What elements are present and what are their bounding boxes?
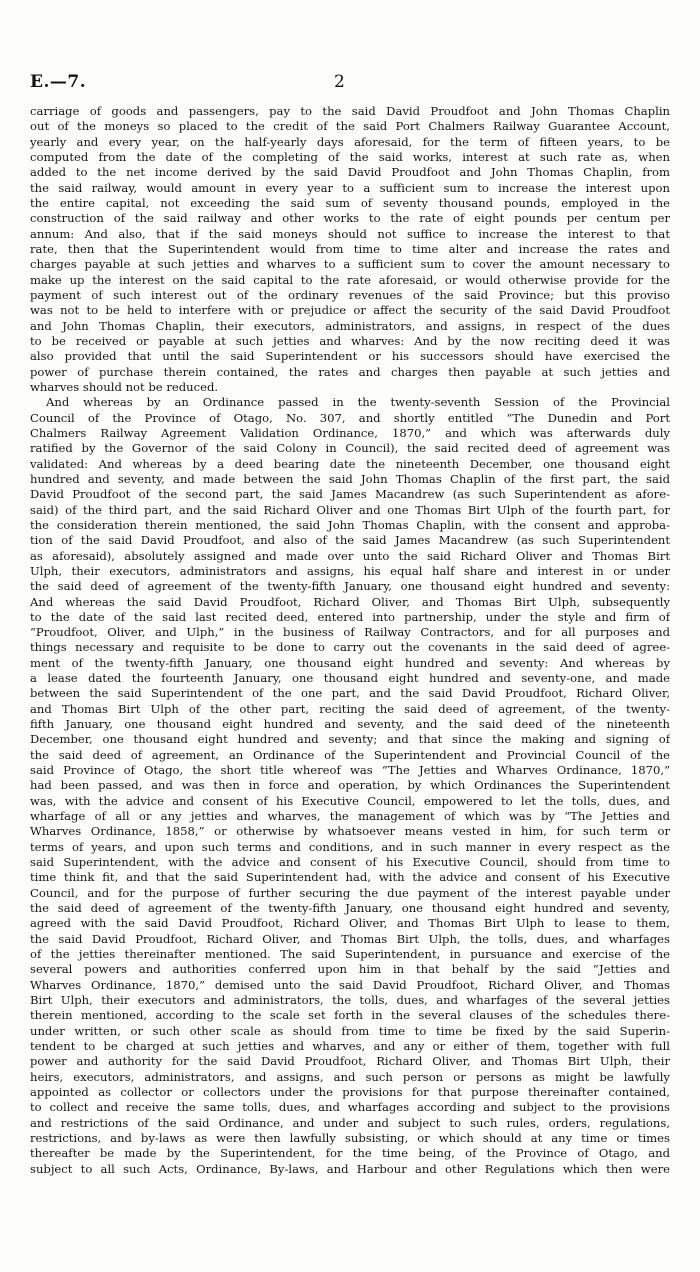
text-line: construction of the said railway and other works to the rate of eight pounds per centum per — [30, 211, 670, 226]
text-line: power and authority for the said David Proudfoot, Richard Oliver, and Thomas Birt Ulph, their — [30, 1054, 670, 1069]
text-line: Wharves Ordinance, 1858,” or otherwise by whatsoever means vested in him, for such term or — [30, 824, 670, 839]
text-line: a lease dated the fourteenth January, one thousand eight hundred and seventy-one, and made — [30, 671, 670, 686]
text-line: restrictions, and by-laws as were then lawfully subsisting, or which should at any time or times — [30, 1130, 670, 1145]
text-line: to be received or payable at such jetties and wharves: And by the now reciting deed it was — [30, 333, 670, 348]
text-line: the said deed of agreement, an Ordinance of the Superintendent and Provincial Council of the — [30, 747, 670, 762]
text-line: ratified by the Governor of the said Colony in Council), the said recited deed of agreement was — [30, 441, 670, 456]
text-line: wharfage of all or any jetties and wharves, the management of which was by “The Jetties and — [30, 809, 670, 824]
text-line: to collect and receive the same tolls, dues, and wharfages according and subject to the provisions — [30, 1100, 670, 1115]
page-header — [30, 72, 670, 96]
text-line: was, with the advice and consent of his Executive Council, empowered to let the tolls, dues, and — [30, 793, 670, 808]
text-line: things necessary and requisite to be done to carry out the covenants in the said deed of agree- — [30, 640, 670, 655]
text-line: annum: And also, that if the said moneys should not suffice to increase the interest to that — [30, 226, 670, 241]
text-line: had been passed, and was then in force and operation, by which Ordinances the Superintendent — [30, 778, 670, 793]
text-line: Birt Ulph, their executors and administrators, the tolls, dues, and wharfages of the several jetties — [30, 993, 670, 1008]
text-line: time think fit, and that the said Superintendent had, with the advice and consent of his Executive — [30, 870, 670, 885]
text-line: hundred and seventy, and made between the said John Thomas Chaplin of the first part, the said — [30, 471, 670, 486]
text-line: agreed with the said David Proudfoot, Richard Oliver, and Thomas Birt Ulph to lease to them, — [30, 916, 670, 931]
text-line: charges payable at such jetties and wharves to a sufficient sum to cover the amount necessary to — [30, 257, 670, 272]
text-line: subject to all such Acts, Ordinance, By-laws, and Harbour and other Regulations which then were — [30, 1161, 670, 1176]
text-line: the entire capital, not exceeding the said sum of seventy thousand pounds, employed in the — [30, 195, 670, 210]
text-line: David Proudfoot of the second part, the said James Macandrew (as such Superintendent as afore- — [30, 487, 670, 502]
text-line: therein mentioned, according to the scale set forth in the several clauses of the schedules there- — [30, 1008, 670, 1023]
text-line: ment of the twenty-fifth January, one thousand eight hundred and seventy: And whereas by — [30, 655, 670, 670]
text-line: December, one thousand eight hundred and seventy; and that since the making and signing of — [30, 732, 670, 747]
text-line: “Proudfoot, Oliver, and Ulph,” in the business of Railway Contractors, and for all purposes and — [30, 625, 670, 640]
text-line: added to the net income derived by the said David Proudfoot and John Thomas Chaplin, from — [30, 165, 670, 180]
text-line: said Superintendent, with the advice and consent of his Executive Council, should from time to — [30, 855, 670, 870]
text-line: fifth January, one thousand eight hundred and seventy, and the said deed of the nineteenth — [30, 717, 670, 732]
text-line: Council, and for the purpose of further securing the due payment of the interest payable under — [30, 885, 670, 900]
text-line: as aforesaid), absolutely assigned and made over unto the said Richard Oliver and Thomas Birt — [30, 548, 670, 563]
text-line: and John Thomas Chaplin, their executors, administrators, and assigns, in respect of the dues — [30, 318, 670, 333]
text-line: several powers and authorities conferred upon him in that behalf by the said “Jetties and — [30, 962, 670, 977]
text-line: out of the moneys so placed to the credit of the said Port Chalmers Railway Guarantee Account, — [30, 119, 670, 134]
text-line: said) of the third part, and the said Richard Oliver and one Thomas Birt Ulph of the fourth part, for — [30, 502, 670, 517]
text-line: computed from the date of the completing of the said works, interest at such rate as, when — [30, 149, 670, 164]
text-line: tendent to be charged at such jetties and wharves, and any or either of them, together with full — [30, 1039, 670, 1054]
text-line: Council of the Province of Otago, No. 307, and shortly entitled “The Dunedin and Port — [30, 410, 670, 425]
text-line: said Province of Otago, the short title whereof was “The Jetties and Wharves Ordinance, 1870,” — [30, 763, 670, 778]
text-line: also provided that until the said Superintendent or his successors should have exercised the — [30, 349, 670, 364]
text-line: validated: And whereas by a deed bearing date the nineteenth December, one thousand eight — [30, 456, 670, 471]
text-line: And whereas by an Ordinance passed in the twenty-seventh Session of the Provincial — [46, 395, 670, 410]
text-line: carriage of goods and passengers, pay to the said David Proudfoot and John Thomas Chaplin — [30, 104, 670, 118]
text-line: the said deed of agreement of the twenty-fifth January, one thousand eight hundred and seventy: — [30, 579, 670, 594]
text-line: make up the interest on the said capital to the rate aforesaid, or would otherwise provide for the — [30, 272, 670, 287]
text-line: of the jetties thereinafter mentioned. The said Superintendent, in pursuance and exercise of the — [30, 947, 670, 962]
document-reference: E.—7. — [30, 72, 87, 92]
text-line: was not to be held to interfere with or prejudice or affect the security of the said David Proudfoot — [30, 303, 670, 318]
text-line: and Thomas Birt Ulph of the other part, reciting the said deed of agreement, of the twenty- — [30, 701, 670, 716]
text-line: the consideration therein mentioned, the said John Thomas Chaplin, with the consent and approba- — [30, 517, 670, 532]
text-line: the said deed of agreement of the twenty-fifth January, one thousand eight hundred and seventy, — [30, 901, 670, 916]
text-line: Ulph, their executors, administrators and assigns, his equal half share and interest in or under — [30, 563, 670, 578]
text-line: heirs, executors, administrators, and assigns, and such person or persons as might be lawfully — [30, 1069, 670, 1084]
text-line: Chalmers Railway Agreement Validation Ordinance, 1870,” and which was afterwards duly — [30, 425, 670, 440]
text-line: And whereas the said David Proudfoot, Richard Oliver, and Thomas Birt Ulph, subsequently — [30, 594, 670, 609]
text-line: between the said Superintendent of the one part, and the said David Proudfoot, Richard Oliver, — [30, 686, 670, 701]
text-line: power of purchase therein contained, the rates and charges then payable at such jetties and — [30, 364, 670, 379]
text-line: terms of years, and upon such terms and conditions, and in such manner in every respect as the — [30, 839, 670, 854]
text-line: tion of the said David Proudfoot, and also of the said James Macandrew (as such Superintendent — [30, 533, 670, 548]
text-line: yearly and every year, on the half-yearly days aforesaid, for the term of fifteen years, to be — [30, 134, 670, 149]
text-line: the said railway, would amount in every year to a sufficient sum to increase the interest upon — [30, 180, 670, 195]
text-line: to the date of the said last recited deed, entered into partnership, under the style and firm of — [30, 609, 670, 624]
text-line: under written, or such other scale as should from time to time be fixed by the said Superin- — [30, 1023, 670, 1038]
text-line: payment of such interest out of the ordinary revenues of the said Province; but this proviso — [30, 287, 670, 302]
text-line: appointed as collector or collectors under the provisions for that purpose thereinafter contained, — [30, 1085, 670, 1099]
body-text — [30, 104, 670, 1177]
text-line: and restrictions of the said Ordinance, and under and subject to such rules, orders, regulations, — [30, 1115, 670, 1130]
text-line: wharves should not be reduced. — [30, 379, 219, 394]
text-line: thereafter be made by the Superintendent, for the time being, of the Province of Otago, and — [30, 1146, 670, 1161]
text-line: rate, then that the Superintendent would from time to time alter and increase the rates and — [30, 241, 670, 256]
text-line: Wharves Ordinance, 1870,” demised unto the said David Proudfoot, Richard Oliver, and Thomas — [30, 977, 670, 992]
page-number: 2 — [334, 72, 345, 92]
text-line: the said David Proudfoot, Richard Oliver, and Thomas Birt Ulph, the tolls, dues, and wharfages — [30, 931, 670, 946]
